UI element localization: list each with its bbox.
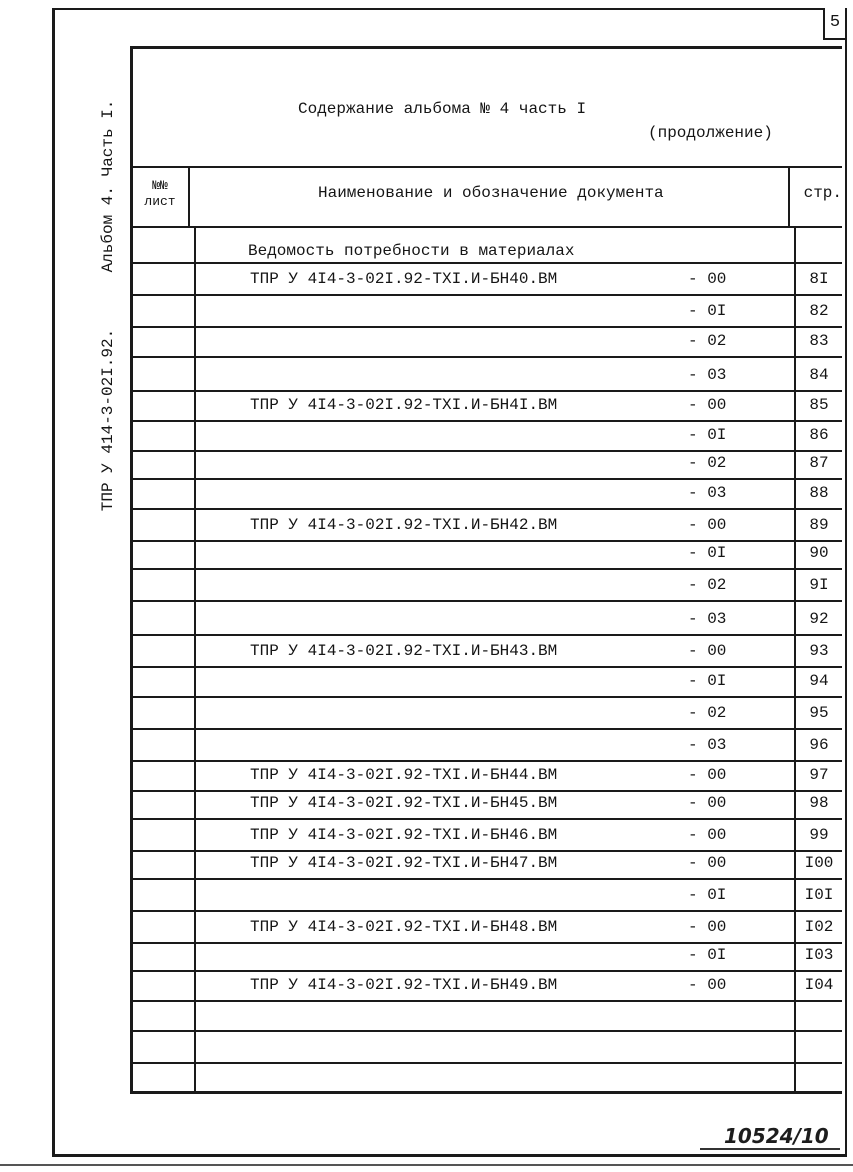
row-page-number: 92	[809, 610, 829, 628]
row-variant: - 00	[688, 976, 727, 994]
page-number: 5	[823, 8, 845, 40]
row-variant: - 00	[688, 642, 727, 660]
row-page-number: 86	[809, 426, 829, 444]
row-document-code: ТПР У 4I4-3-02I.92-ТХI.И-БН45.ВМ	[250, 794, 558, 812]
section-title: Ведомость потребности в материалах	[248, 242, 575, 260]
row-rule	[132, 390, 842, 392]
row-page-number: 96	[809, 736, 829, 754]
row-rule	[132, 634, 842, 636]
row-variant: - 02	[688, 332, 727, 350]
row-rule	[132, 326, 842, 328]
row-document-code: ТПР У 4I4-3-02I.92-ТХI.И-БН4I.ВМ	[250, 396, 558, 414]
row-page-number: 8I	[809, 270, 829, 288]
row-document-code: ТПР У 4I4-3-02I.92-ТХI.И-БН43.ВМ	[250, 642, 558, 660]
row-page-number: 84	[809, 366, 829, 384]
row-page-number: 83	[809, 332, 829, 350]
row-rule	[132, 728, 842, 730]
row-rule	[132, 420, 842, 422]
empty-row-rule	[132, 1030, 842, 1032]
row-variant: - 0I	[688, 302, 727, 320]
row-page-number: 98	[809, 794, 829, 812]
row-variant: - 02	[688, 704, 727, 722]
header-sheet-number: №№ лист	[144, 178, 176, 209]
row-document-code: ТПР У 4I4-3-02I.92-ТХI.И-БН46.ВМ	[250, 826, 558, 844]
row-variant: - 0I	[688, 946, 727, 964]
row-page-number: I0I	[804, 886, 834, 904]
row-rule	[132, 970, 842, 972]
row-variant: - 03	[688, 484, 727, 502]
row-page-number: I00	[804, 854, 834, 872]
header-bottom-rule	[132, 226, 842, 228]
row-page-number: 93	[809, 642, 829, 660]
row-variant: - 00	[688, 766, 727, 784]
row-variant: - 00	[688, 918, 727, 936]
row-variant: - 03	[688, 366, 727, 384]
row-document-code: ТПР У 4I4-3-02I.92-ТХI.И-БН40.ВМ	[250, 270, 558, 288]
row-page-number: I03	[804, 946, 834, 964]
row-page-number: 89	[809, 516, 829, 534]
row-page-number: 99	[809, 826, 829, 844]
row-rule	[132, 540, 842, 542]
row-rule	[132, 818, 842, 820]
side-label-album: Альбом 4. Часть I.	[99, 99, 117, 273]
row-variant: - 02	[688, 576, 727, 594]
row-variant: - 0I	[688, 544, 727, 562]
row-variant: - 00	[688, 516, 727, 534]
row-page-number: 85	[809, 396, 829, 414]
row-rule	[132, 666, 842, 668]
side-label-code: ТПР У 414-3-02I.92.	[99, 328, 117, 512]
row-document-code: ТПР У 4I4-3-02I.92-ТХI.И-БН48.ВМ	[250, 918, 558, 936]
row-page-number: I04	[804, 976, 834, 994]
row-rule	[132, 878, 842, 880]
row-document-code: ТПР У 4I4-3-02I.92-ТХI.И-БН42.ВМ	[250, 516, 558, 534]
document-title: Содержание альбома № 4 часть I	[298, 100, 587, 118]
column-divider-page-header	[788, 166, 790, 228]
row-document-code: ТПР У 4I4-3-02I.92-ТХI.И-БН49.ВМ	[250, 976, 558, 994]
row-variant: - 00	[688, 826, 727, 844]
row-variant: - 0I	[688, 886, 727, 904]
row-rule	[132, 850, 842, 852]
row-rule	[132, 600, 842, 602]
row-rule	[132, 478, 842, 480]
row-rule	[132, 356, 842, 358]
row-rule	[132, 696, 842, 698]
row-page-number: 88	[809, 484, 829, 502]
row-rule	[132, 942, 842, 944]
row-variant: - 03	[688, 736, 727, 754]
row-variant: - 03	[688, 610, 727, 628]
row-variant: - 0I	[688, 426, 727, 444]
row-rule	[132, 450, 842, 452]
row-variant: - 00	[688, 794, 727, 812]
row-page-number: 95	[809, 704, 829, 722]
row-rule	[132, 262, 842, 264]
page-bottom-edge	[0, 1164, 853, 1166]
header-document-name: Наименование и обозначение документа	[318, 184, 664, 202]
row-variant: - 02	[688, 454, 727, 472]
row-document-code: ТПР У 4I4-3-02I.92-ТХI.И-БН44.ВМ	[250, 766, 558, 784]
row-variant: - 00	[688, 854, 727, 872]
archive-stamp: 10524/10	[724, 1124, 829, 1148]
row-rule	[132, 568, 842, 570]
row-page-number: I02	[804, 918, 834, 936]
row-rule	[132, 910, 842, 912]
row-page-number: 90	[809, 544, 829, 562]
row-page-number: 87	[809, 454, 829, 472]
empty-row-rule	[132, 1000, 842, 1002]
row-page-number: 9I	[809, 576, 829, 594]
row-page-number: 97	[809, 766, 829, 784]
header-page: стр.	[803, 184, 842, 202]
header-top-rule	[132, 166, 842, 168]
row-page-number: 94	[809, 672, 829, 690]
row-rule	[132, 790, 842, 792]
empty-row-rule	[132, 1062, 842, 1064]
row-document-code: ТПР У 4I4-3-02I.92-ТХI.И-БН47.ВМ	[250, 854, 558, 872]
row-variant: - 00	[688, 270, 727, 288]
row-variant: - 00	[688, 396, 727, 414]
row-rule	[132, 508, 842, 510]
table-frame	[130, 46, 842, 1094]
row-page-number: 82	[809, 302, 829, 320]
stamp-underline	[700, 1148, 840, 1150]
row-rule	[132, 294, 842, 296]
column-divider-num-header	[188, 166, 190, 228]
document-subtitle: (продолжение)	[648, 124, 773, 142]
row-rule	[132, 760, 842, 762]
row-variant: - 0I	[688, 672, 727, 690]
